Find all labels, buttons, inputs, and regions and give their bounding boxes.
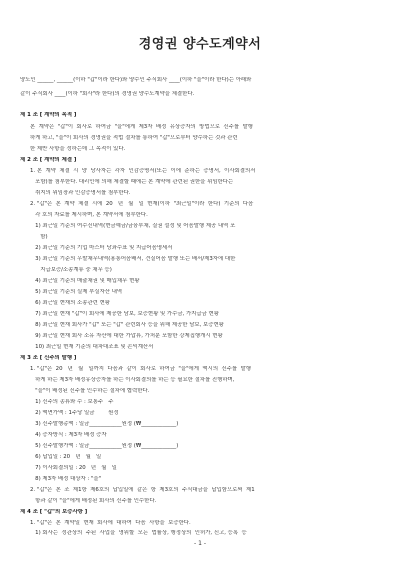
article-3-line: 7) 이사회결의일 : 20 년 월 일 bbox=[30, 465, 117, 471]
article-4-line: 1. "갑"은 본 계약일 현재 회사에 대하여 다음 사항을 보증한다. bbox=[30, 520, 191, 526]
article-2-line: 7) 최근일 현재 "갑"이 회사에 제공한 담보, 보증현황 및 가수금, 가지급금 현황 bbox=[30, 311, 219, 317]
article-3-line: 2. "갑"은 본 조 제1항 제6호의 납입일에 같은 항 제3호의 주식대금을 납입함으로써 제1 bbox=[30, 487, 255, 493]
article-3-line: 8) 제3자 배정 대상자 : "을" bbox=[30, 476, 102, 482]
article-2-heading: 제 2 조 [ 계약의 체결 ] bbox=[20, 157, 77, 163]
article-2-line: 3) 최근일 기준의 우발채무내역(용통어음배서, 견질어음 발행 또는 배서/제3자에 대한 bbox=[30, 256, 236, 262]
article-4-heading: 제 4 조 [ "갑"의 보증사항 ] bbox=[20, 509, 88, 515]
article-1-line: 한 제반 사항을 정하는데 그 목적이 있다. bbox=[30, 146, 126, 152]
article-1-line: 본 계약은 "갑"이 회사로 하여금 "을"에게 제3자 배정 유상증자의 방법으로 신주를 발행 bbox=[30, 124, 253, 130]
article-3-line: 2) 액면가액 : 1주당 일금 원정 bbox=[30, 410, 119, 416]
article-2-line: 10) 최근일 현재 기준의 대차대조표 및 손익계산서 bbox=[30, 344, 154, 350]
article-3-heading: 제 3 조 [ 신주의 발행 ] bbox=[20, 355, 77, 361]
article-2-line: 2. "갑"은 본 계약 체결 시에 20 년 월 일 현재(이하 "최근일"이라 한다) 기준의 다음 bbox=[30, 201, 254, 207]
article-3-line: 항과 같이 "을"에게 배정된 회사의 신주를 인수한다. bbox=[30, 498, 157, 504]
article-3-line: "을"이 배정된 신주를 인수하는 절차에 협력한다. bbox=[30, 388, 150, 394]
document-title: 경영권 양수도계약서 bbox=[138, 37, 262, 52]
article-3-line: 1. "갑"은 20 년 월 일까지 다음과 같이 회사로 하여금 "을"에게 액시의 신주를 발행 bbox=[30, 366, 251, 372]
article-3-line: 4) 증자방식 : 제3자 배정 증자 bbox=[30, 432, 107, 438]
article-2-line: 함) bbox=[30, 234, 48, 240]
article-3-line: 하게 하는 제3자 배정유상증자를 하는 이사회결의를 하는 등 필요한 절차를 진행하며, bbox=[30, 377, 235, 383]
article-2-line: 1) 최근일 기준의 여수신내역(현금예금/금융부채, 질권 설정 및 어음발행 제공 내역 포 bbox=[30, 223, 236, 229]
intro-line: 양도인 ______, ______(이하 "갑"이라 한다)와 양수인 주식회사 ____(이하 "을"이라 한다)는 아래와 bbox=[20, 77, 252, 83]
article-2-line: 6) 최근일 현재의 소송관련 현황 bbox=[30, 300, 111, 306]
intro-line: 같이 주식회사 ____(이하 "회사"라 한다)의 경영권 양수도계약을 체결한다. bbox=[20, 91, 195, 97]
article-2-line: 9) 최근일 현재 회사 소유 자산에 대한 가압류, 가처분 포함한 강제집행개시 현황 bbox=[30, 333, 223, 339]
article-4-line: 1) 회사는 정관상의 주된 사업을 영위할 모든 법률상, 행정상의 인허가, 신고, 등록 등 bbox=[30, 530, 247, 536]
article-2-line: 지급보증/소송계류 중 채무 등) bbox=[30, 267, 112, 273]
article-1-line: 하게 하고, "을"이 회사의 경영권을 적법 절차를 통하여 "갑"으로부터 양수하는 것과 관련 bbox=[30, 135, 238, 141]
article-3-line: 5) 신주발행가액 : 일금____________원정 (₩_____________) bbox=[30, 443, 179, 449]
article-2-line: 4) 최근일 기준의 매출채권 및 매입채무 현황 bbox=[30, 278, 140, 284]
article-2-line: 8) 최근일 현재 회사가 "갑" 또는 "갑" 관련회사 등을 위해 제공한 담보, 보증현황 bbox=[30, 322, 224, 328]
article-3-line: 6) 납입일 : 20 년 월 일 bbox=[30, 454, 102, 460]
article-2-line: 포함)를 첨부한다. 대리인에 의해 체결할 때에는 본 계약에 관련된 권한을 위임한다는 bbox=[30, 179, 234, 185]
article-2-line: 취지의 위임장과 인감증명서를 첨부한다. bbox=[30, 190, 131, 196]
article-3-line: 1) 신주의 종류와 수 : 보통주 주 bbox=[30, 399, 114, 405]
article-2-line: 2) 최근일 기준의 기업 마스터 당좌수표 및 지급어음명세서 bbox=[30, 245, 173, 251]
article-2-line: 5) 최근일 기준의 실제 부실자산 내역 bbox=[30, 289, 123, 295]
article-1-heading: 제 1 조 [ 계약의 목적 ] bbox=[20, 112, 77, 118]
article-3-line: 3) 신주발행총액 : 일금____________원정 (₩_____________) bbox=[30, 421, 179, 427]
article-2-line: 1. 본 계약 체결 시 양 당사자는 각자 인감증명서(또는 이에 준하는 증명서, 이사회결의서 bbox=[30, 168, 256, 174]
page-number: - 1 - bbox=[194, 540, 206, 547]
article-2-line: 각 호의 자료를 제시하며, 본 계약서에 첨부한다. bbox=[30, 212, 148, 218]
